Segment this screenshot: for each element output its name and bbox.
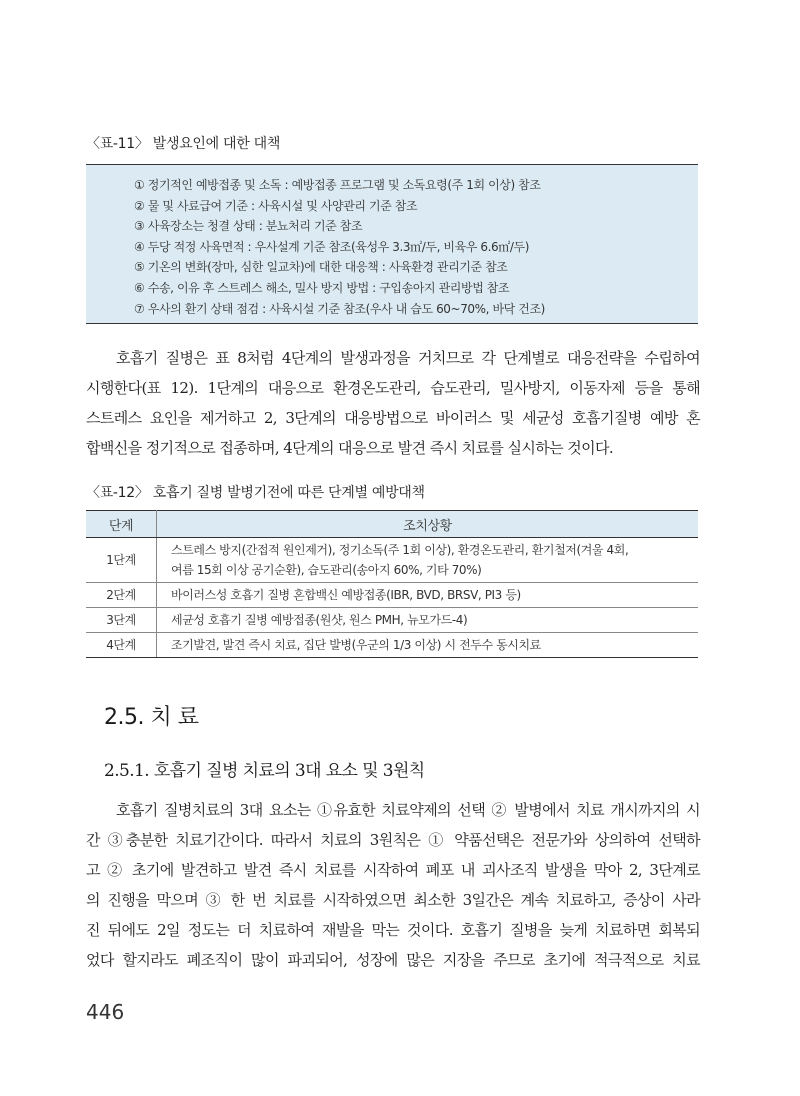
countermeasure-item: ⑦ 우사의 환기 상태 점검 : 사육시설 기준 참조(우사 내 습도 60~70%, 바닥 건조) (134, 301, 545, 316)
measure-cell (157, 538, 699, 583)
paragraph-line: 호흡기 질병치료의 3대 요소는 ①유효한 치료약제의 선택 ② 발병에서 치료 개시까지의 시 (116, 801, 700, 819)
paragraph-line: 호흡기 질병은 표 8처럼 4단계의 발생과정을 거치므로 각 단계별로 대응전략을 수립하여 (116, 349, 700, 367)
table-row (86, 608, 698, 633)
measure-line: 스트레스 방지(간접적 원인제거), 정기소독(주 1회 이상), 환경온도관리, 환기철저(겨울 4회, (171, 543, 629, 557)
paragraph-line: 합백신을 정기적으로 접종하며, 4단계의 대응으로 발견 즉시 치료를 실시하는 것이다. (86, 439, 614, 457)
body-paragraph-2 (86, 795, 700, 975)
stage-cell: 3단계 (86, 608, 157, 633)
countermeasure-item: ② 물 및 사료급여 기준 : 사육시설 및 사양관리 기준 참조 (134, 198, 418, 213)
section-title: 2.5. 치 료 (104, 705, 199, 730)
countermeasure-item: ③ 사육장소는 청결 상태 : 분뇨처리 기준 참조 (134, 219, 363, 234)
table11-caption: 〈표-11〉 발생요인에 대한 대책 (86, 136, 281, 152)
paragraph-line: 었다 할지라도 폐조직이 많이 파괴되어, 성장에 많은 지장을 주므로 초기에 적극적으로 치료 (86, 951, 700, 969)
countermeasure-item: ⑤ 기온의 변화(장마, 심한 일교차)에 대한 대응책 : 사육환경 관리기준 참조 (134, 260, 508, 275)
paragraph-line: 시행한다(표 12). 1단계의 대응으로 환경온도관리, 습도관리, 밀사방지, 이동자제 등을 통해 (86, 379, 700, 397)
paragraph-line: 간 ③충분한 치료기간이다. 따라서 치료의 3원칙은 ① 약품선택은 전문가와 상의하여 선택하 (86, 831, 700, 849)
measure-line: 여름 15회 이상 공기순환), 습도관리(송아지 60%, 기타 70%) (171, 563, 482, 577)
body-paragraph-1 (86, 343, 700, 463)
paragraph-line: 진 뒤에도 2일 정도는 더 치료하여 재발을 막는 것이다. 호흡기 질병을 늦게 치료하면 회복되 (86, 921, 700, 939)
table-row (86, 538, 698, 583)
subsection-title: 2.5.1. 호흡기 질병 치료의 3대 요소 및 3원칙 (104, 761, 425, 781)
paragraph-line: 의 진행을 막으며 ③ 한 번 치료를 시작하였으면 최소한 3일간은 계속 치료하고, 증상이 사라 (86, 891, 700, 909)
page-number: 446 (86, 1000, 125, 1024)
measure-cell: 조기발견, 발견 즉시 치료, 집단 발병(우군의 1/3 이상) 시 전두수 동시치료 (157, 633, 699, 658)
countermeasure-box (86, 164, 698, 324)
table-row (86, 633, 698, 658)
table12-caption: 〈표-12〉 호흡기 질병 발병기전에 따른 단계별 예방대책 (86, 485, 425, 501)
header-measures: 조치상황 (157, 511, 699, 538)
table-row (86, 583, 698, 608)
stage-cell: 1단계 (86, 538, 157, 583)
stage-cell: 4단계 (86, 633, 157, 658)
stage-cell: 2단계 (86, 583, 157, 608)
table-header-row (86, 511, 698, 538)
header-stage: 단계 (86, 511, 157, 538)
paragraph-line: 고 ② 초기에 발견하고 발견 즉시 치료를 시작하여 폐포 내 괴사조직 발생을 막아 2, 3단계로 (86, 861, 700, 879)
countermeasure-item: ① 정기적인 예방접종 및 소독 : 예방접종 프로그램 및 소독요령(주 1회 이상) 참조 (134, 178, 541, 192)
paragraph-line: 스트레스 요인을 제거하고 2, 3단계의 대응방법으로 바이러스 및 세균성 호흡기질병 예방 혼 (86, 409, 700, 427)
measure-cell: 세균성 호흡기 질병 예방접종(원샷, 원스 PMH, 뉴모가드-4) (157, 608, 699, 633)
prevention-table (86, 510, 698, 658)
countermeasure-item: ④ 두당 적정 사육면적 : 우사설계 기준 참조(육성우 3.3㎡/두, 비육우 6.6㎡/두) (134, 239, 529, 254)
countermeasure-item: ⑥ 수송, 이유 후 스트레스 해소, 밀사 방지 방법 : 구입송아지 관리방법 참조 (134, 280, 510, 295)
measure-cell: 바이러스성 호흡기 질병 혼합백신 예방접종(IBR, BVD, BRSV, PI3 등) (157, 583, 699, 608)
